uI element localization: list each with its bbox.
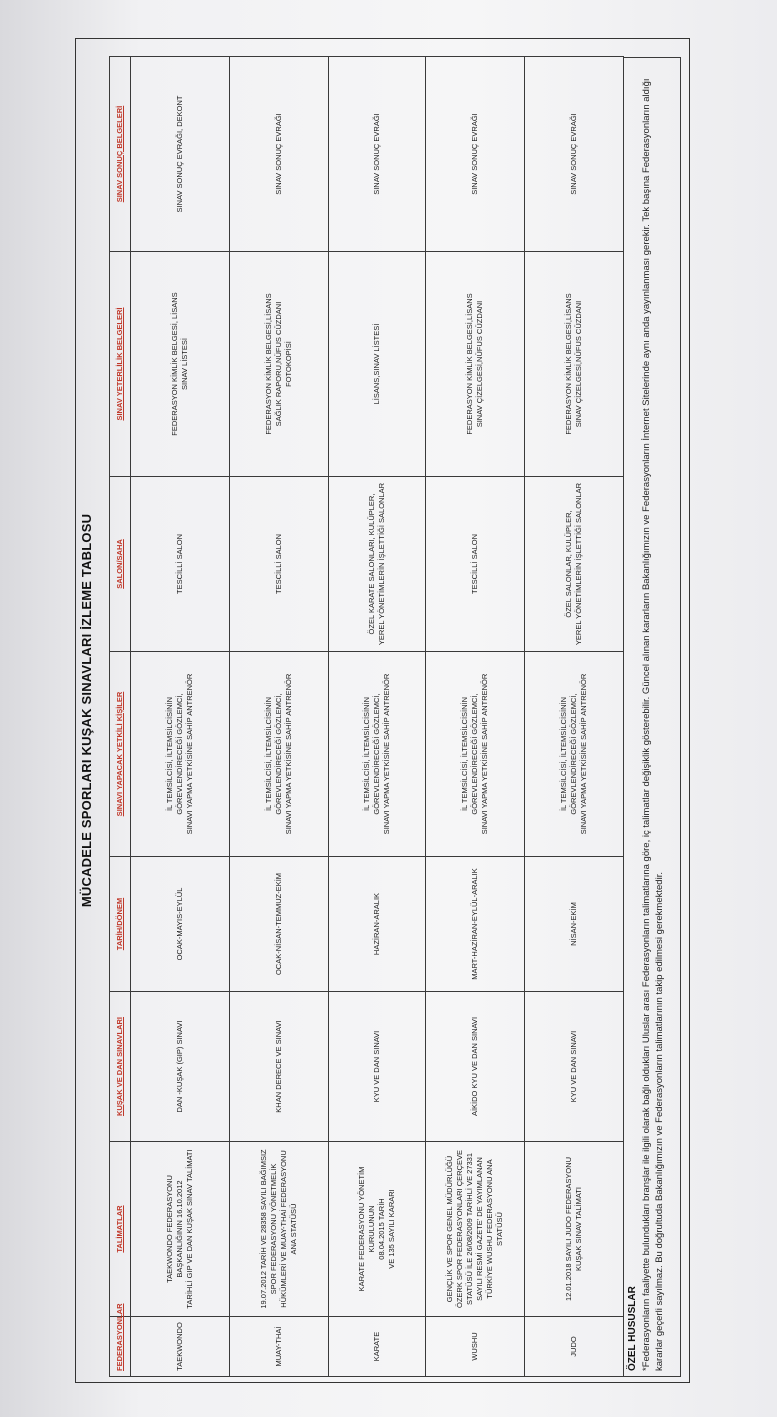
notes-heading: ÖZEL HUSUSLAR bbox=[627, 1286, 638, 1371]
notes-text: *Federasyonların faaliyette bulundukları branşlar ile ilgili olarak bağlı oldukları Uluslar arası Federasyonların talimatlarına göre, iç talimatlar değişiklik gösterebilir. Güncel alınan kararların Bakanlığımızın ve Federasyonların İnternet Sitelerinde aynı anda yayınlanması gerekir. Tek başına Federasyonların aldığı kararlar geçerli sayılmaz. Bu doğrultuda Bakanlığımızın ve Federasyonların talimatlarının takip edilmesi gerekmektedir. bbox=[641, 78, 665, 1371]
cell-donem: OCAK-MAYIS-EYLÜL bbox=[131, 857, 230, 992]
cell-sinav: KYU VE DAN SINAVI bbox=[525, 992, 624, 1142]
cell-yeterlilik: FEDERASYON KİMLİK BELGESİ,LİSANS SAĞLIK RAPORU,NÜFUS CÜZDANI FOTOKOPİSİ bbox=[230, 252, 329, 477]
cell-talimat: KARATE FEDERASYONU YÖNETİM KURULUNUN 08.04.2015 TARİH VE 135 SAYILI KARARI bbox=[329, 1142, 426, 1317]
table-row bbox=[329, 57, 426, 1377]
cell-yetkili: İL TEMSİLCİSİ, İLTEMSİLCİSİNİN GÖREVLENDİRECEĞİ GÖZLEMCİ, SINAVI YAPMA YETKİSİNE SAHİP ANTRENÖR bbox=[329, 652, 426, 857]
col-tarih-donem: TARİH/DÖNEM bbox=[110, 857, 131, 992]
col-talimatlar: TALİMATLAR bbox=[110, 1142, 131, 1317]
cell-yeterlilik: FEDERASYON KİMLİK BELGESİ,LİSANS SINAV ÇİZELGESİ,NÜFUS CÜZDANI bbox=[426, 252, 525, 477]
cell-donem: NİSAN-EKİM bbox=[525, 857, 624, 992]
cell-federasyon: MUAY-THAİ bbox=[230, 1317, 329, 1377]
cell-sonuc: SINAV SONUÇ EVRAĞI bbox=[426, 57, 525, 252]
cell-yetkili: İL TEMSİLCİSİ, İLTEMSİLCİSİNİN GÖREVLENDİRECEĞİ GÖZLEMCİ, SINAVI YAPMA YETKİSİNE SAHİP ANTRENÖR bbox=[426, 652, 525, 857]
cell-yeterlilik: FEDERASYON KİMLİK BELGESİ,LİSANS SINAV ÇİZELGESİ,NÜFUS CÜZDANI bbox=[525, 252, 624, 477]
cell-sonuc: SINAV SONUÇ EVRAĞI bbox=[525, 57, 624, 252]
col-kusak-dan: KUŞAK VE DAN SINAVLARI bbox=[110, 992, 131, 1142]
cell-sinav: KYU VE DAN SINAVI bbox=[329, 992, 426, 1142]
table-row bbox=[131, 57, 230, 1377]
cell-salon: TESCİLLİ SALON bbox=[131, 477, 230, 652]
cell-federasyon: WUSHU bbox=[426, 1317, 525, 1377]
cell-talimat: GENÇLİK VE SPOR GENEL MÜDÜRLÜĞÜ ÖZERK SPOR FEDERASYONLARI ÇERÇEVE STATÜSÜ İLE 26/08/2009 TARİHLİ VE 27331 SAYILI RESMİ GAZETE' DE YAYIMLANAN TÜRKİYE WUSHU FEDERASYONU ANA STATÜSÜ bbox=[426, 1142, 525, 1317]
cell-yeterlilik: FEDERASYON KİMLİK BELGESİ, LİSANS SINAV LİSTESİ bbox=[131, 252, 230, 477]
cell-donem: HAZİRAN-ARALIK bbox=[329, 857, 426, 992]
cell-sonuc: SINAV SONUÇ EVRAĞI bbox=[329, 57, 426, 252]
cell-donem: OCAK-NİSAN-TEMMUZ-EKİM bbox=[230, 857, 329, 992]
col-federasyonlar: FEDERASYONLAR bbox=[110, 1317, 131, 1377]
table-row bbox=[525, 57, 624, 1377]
table-row bbox=[230, 57, 329, 1377]
cell-sonuc: SINAV SONUÇ EVRAĞI bbox=[230, 57, 329, 252]
document-title: MÜCADELE SPORLARI KUŞAK SINAVLARI İZLEME TABLOSU bbox=[79, 513, 94, 908]
exam-tracking-table bbox=[109, 56, 624, 1377]
cell-yetkili: İL TEMSİLCİSİ, İLTEMSİLCİSİNİN GÖREVLENDİRECEĞİ GÖZLEMCİ, SINAVI YAPMA YETKİSİNE SAHİP ANTRENÖR bbox=[230, 652, 329, 857]
table-header-row bbox=[110, 57, 131, 1377]
cell-donem: MART-HAZİRAN-EYLÜL-ARALIK bbox=[426, 857, 525, 992]
cell-sinav: AİKİDO KYU VE DAN SINAVI bbox=[426, 992, 525, 1142]
cell-sinav: DAN -KUŞAK (GIP) SINAVI bbox=[131, 992, 230, 1142]
cell-sonuc: SINAV SONUÇ EVRAĞI, DEKONT bbox=[131, 57, 230, 252]
cell-yetkili: İL TEMSİLCİSİ, İLTEMSİLCİSİNİN GÖREVLENDİRECEĞİ GÖZLEMCİ, SINAVI YAPMA YETKİSİNE SAHİP ANTRENÖR bbox=[131, 652, 230, 857]
col-yetkili-kisiler: SINAVI YAPACAK YETKİLİ KİŞİLER bbox=[110, 652, 131, 857]
cell-talimat: 19.07.2012 TARİH VE 28358 SAYILI BAĞIMSIZ SPOR FEDERASYONU YÖNETMELİK HÜKÜMLERİ VE MUAY-THAİ FEDERASYONU ANA STATÜSÜ bbox=[230, 1142, 329, 1317]
cell-federasyon: JUDO bbox=[525, 1317, 624, 1377]
col-yeterlilik-belgeleri: SINAV YETERLİLİK BELGELERİ bbox=[110, 252, 131, 477]
special-notes-box bbox=[623, 57, 681, 1377]
cell-talimat: 12.01.2018 SAYILI JUDO FEDERASYONU KUŞAK SINAV TALİMATI bbox=[525, 1142, 624, 1317]
cell-yetkili: İL TEMSİLCİSİ, İLTEMSİLCİSİNİN GÖREVLENDİRECEĞİ GÖZLEMCİ, SINAVI YAPMA YETKİSİNE SAHİP ANTRENÖR bbox=[525, 652, 624, 857]
cell-salon: TESCİLLİ SALON bbox=[426, 477, 525, 652]
col-sonuc-belgeleri: SINAV SONUÇ BELGELERİ bbox=[110, 57, 131, 252]
cell-yeterlilik: LİSANS,SINAV LİSTESİ bbox=[329, 252, 426, 477]
cell-salon: ÖZEL SALONLAR, KULÜPLER, YEREL YÖNETİMLERİN İŞLETTİĞİ SALONLAR bbox=[525, 477, 624, 652]
cell-federasyon: TAEKWONDO bbox=[131, 1317, 230, 1377]
cell-talimat: TAEKWONDO FEDERASYONU BAŞKANLIĞININ 16.10.2012 TARİHLİ GIP VE DAN KUŞAK SINAV TALİMATI bbox=[131, 1142, 230, 1317]
cell-sinav: KHAN DERECE VE SINAVI bbox=[230, 992, 329, 1142]
cell-federasyon: KARATE bbox=[329, 1317, 426, 1377]
rotated-document bbox=[75, 38, 690, 1383]
col-salon-saha: SALON/SAHA bbox=[110, 477, 131, 652]
cell-salon: TESCİLLİ SALON bbox=[230, 477, 329, 652]
cell-salon: ÖZEL KARATE SALONLARI, KULÜPLER, YEREL YÖNETİMLERİN İŞLETTİĞİ SALONLAR bbox=[329, 477, 426, 652]
table-row bbox=[426, 57, 525, 1377]
